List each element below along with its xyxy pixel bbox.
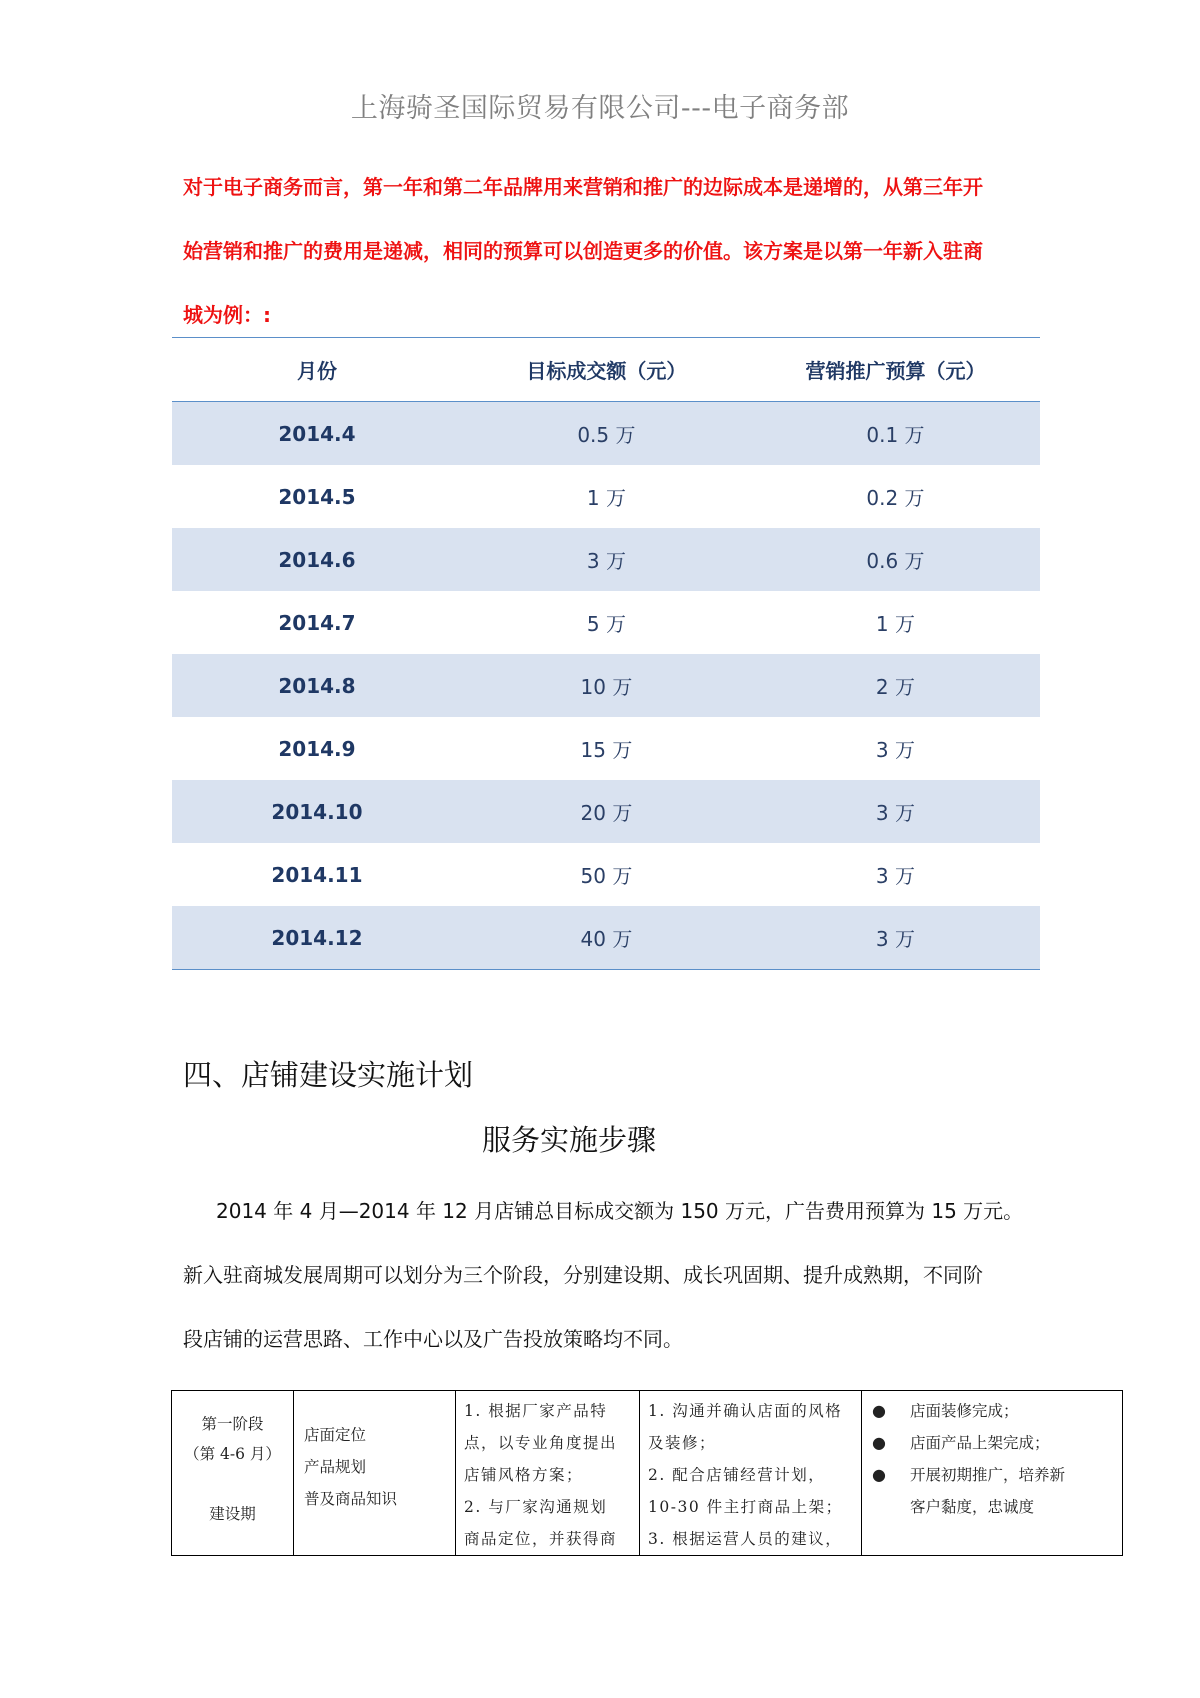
plan-line: 店铺风格方案； xyxy=(464,1466,584,1484)
focus-item: 店面定位 xyxy=(304,1426,367,1444)
month-cell: 2014.11 xyxy=(271,862,363,887)
table-header-row xyxy=(172,338,1040,402)
table-row xyxy=(172,717,1040,780)
budget-cell: 3 万 xyxy=(875,738,916,762)
action-line: 1. 沟通并确认店面的风格 xyxy=(648,1402,843,1420)
target-cell: 15 万 xyxy=(580,738,633,762)
goal-text: 开展初期推广，培养新 xyxy=(910,1466,1066,1484)
table-row xyxy=(172,528,1040,591)
goal-item xyxy=(872,1459,1114,1491)
summary-line: 2014 年 4 月—2014 年 12 月店铺总目标成交额为 150 万元，广告费用预算为 15 万元。 xyxy=(216,1199,1024,1223)
table-row xyxy=(172,654,1040,717)
month-cell: 2014.7 xyxy=(278,610,356,635)
intro-line: 始营销和推广的费用是递减，相同的预算可以创造更多的价值。该方案是以第一年新入驻商 xyxy=(183,239,983,263)
table-row xyxy=(172,780,1040,843)
intro-line: 城为例：: xyxy=(183,303,271,327)
column-header-target: 目标成交额（元） xyxy=(462,338,751,402)
month-cell: 2014.4 xyxy=(172,402,462,466)
month-cell: 2014.6 xyxy=(172,528,462,591)
goal-item xyxy=(872,1395,1114,1427)
plan-cell xyxy=(456,1391,640,1556)
focus-item: 产品规划 xyxy=(304,1458,367,1476)
action-line: 及装修； xyxy=(648,1434,717,1452)
bullet-icon: ● xyxy=(872,1401,886,1420)
table-row xyxy=(172,402,1040,466)
column-header-month: 月份 xyxy=(172,338,462,402)
bullet-icon: ● xyxy=(872,1465,886,1484)
stage-name: 第一阶段 xyxy=(201,1415,264,1433)
summary-line: 新入驻商城发展周期可以划分为三个阶段，分别建设期、成长巩固期、提升成熟期，不同阶 xyxy=(183,1263,983,1287)
goal-item-continuation xyxy=(872,1491,1114,1523)
target-cell: 5 万 xyxy=(586,612,626,636)
target-cell: 50 万 xyxy=(580,864,633,888)
plan-line: 点，以专业角度提出 xyxy=(464,1434,618,1452)
month-cell: 2014.8 xyxy=(172,654,462,717)
target-cell: 10 万 xyxy=(462,654,751,717)
budget-cell: 1 万 xyxy=(875,612,916,636)
month-cell: 2014.9 xyxy=(278,736,356,761)
action-line: 3. 根据运营人员的建议， xyxy=(648,1530,843,1548)
action-line: 10-30 件主打商品上架； xyxy=(648,1498,843,1516)
goals-cell xyxy=(862,1391,1123,1556)
goal-item xyxy=(872,1427,1114,1459)
intro-line: 对于电子商务而言，第一年和第二年品牌用来营销和推广的边际成本是递增的，从第三年开 xyxy=(183,175,983,199)
month-cell: 2014.10 xyxy=(172,780,462,843)
focus-item: 普及商品知识 xyxy=(304,1490,398,1508)
phase-row xyxy=(172,1391,1123,1556)
table-row xyxy=(172,843,1040,906)
stage-label: 建设期 xyxy=(209,1505,256,1523)
table-row xyxy=(172,906,1040,970)
target-cell: 1 万 xyxy=(586,486,626,510)
stage-cell xyxy=(172,1391,294,1556)
section-title: 四、店铺建设实施计划 xyxy=(183,1058,474,1092)
plan-line: 1. 根据厂家产品特 xyxy=(464,1402,608,1420)
focus-cell xyxy=(294,1391,456,1556)
action-line: 2. 配合店铺经营计划， xyxy=(648,1466,826,1484)
month-cell: 2014.5 xyxy=(278,484,356,509)
budget-cell: 3 万 xyxy=(751,780,1040,843)
budget-cell: 0.2 万 xyxy=(866,486,925,510)
phase-table xyxy=(171,1390,1123,1556)
section-subtitle: 服务实施步骤 xyxy=(481,1123,656,1157)
plan-line: 2. 与厂家沟通规划 xyxy=(464,1498,608,1516)
budget-cell: 2 万 xyxy=(751,654,1040,717)
month-cell: 2014.12 xyxy=(172,906,462,970)
action-cell xyxy=(640,1391,862,1556)
intro-paragraph xyxy=(183,155,1043,347)
budget-table xyxy=(172,337,1040,970)
goal-text: 客户黏度，忠诚度 xyxy=(910,1498,1035,1516)
table-row xyxy=(172,591,1040,654)
bullet-icon: ● xyxy=(872,1433,886,1452)
column-header-budget: 营销推广预算（元） xyxy=(751,338,1040,402)
budget-cell: 3 万 xyxy=(751,906,1040,970)
page-header: 上海骑圣国际贸易有限公司---电子商务部 xyxy=(350,93,850,124)
plan-line: 商品定位，并获得商 xyxy=(464,1530,618,1548)
target-cell: 20 万 xyxy=(462,780,751,843)
budget-cell: 0.6 万 xyxy=(751,528,1040,591)
target-cell: 3 万 xyxy=(462,528,751,591)
stage-period: （第 4-6 月） xyxy=(184,1445,281,1463)
target-cell: 0.5 万 xyxy=(462,402,751,466)
summary-line: 段店铺的运营思路、工作中心以及广告投放策略均不同。 xyxy=(183,1327,683,1351)
summary-paragraph xyxy=(183,1179,1063,1371)
budget-cell: 0.1 万 xyxy=(751,402,1040,466)
target-cell: 40 万 xyxy=(462,906,751,970)
goal-text: 店面产品上架完成； xyxy=(910,1434,1050,1452)
table-row xyxy=(172,465,1040,528)
budget-cell: 3 万 xyxy=(875,864,916,888)
goal-text: 店面装修完成； xyxy=(910,1402,1019,1420)
